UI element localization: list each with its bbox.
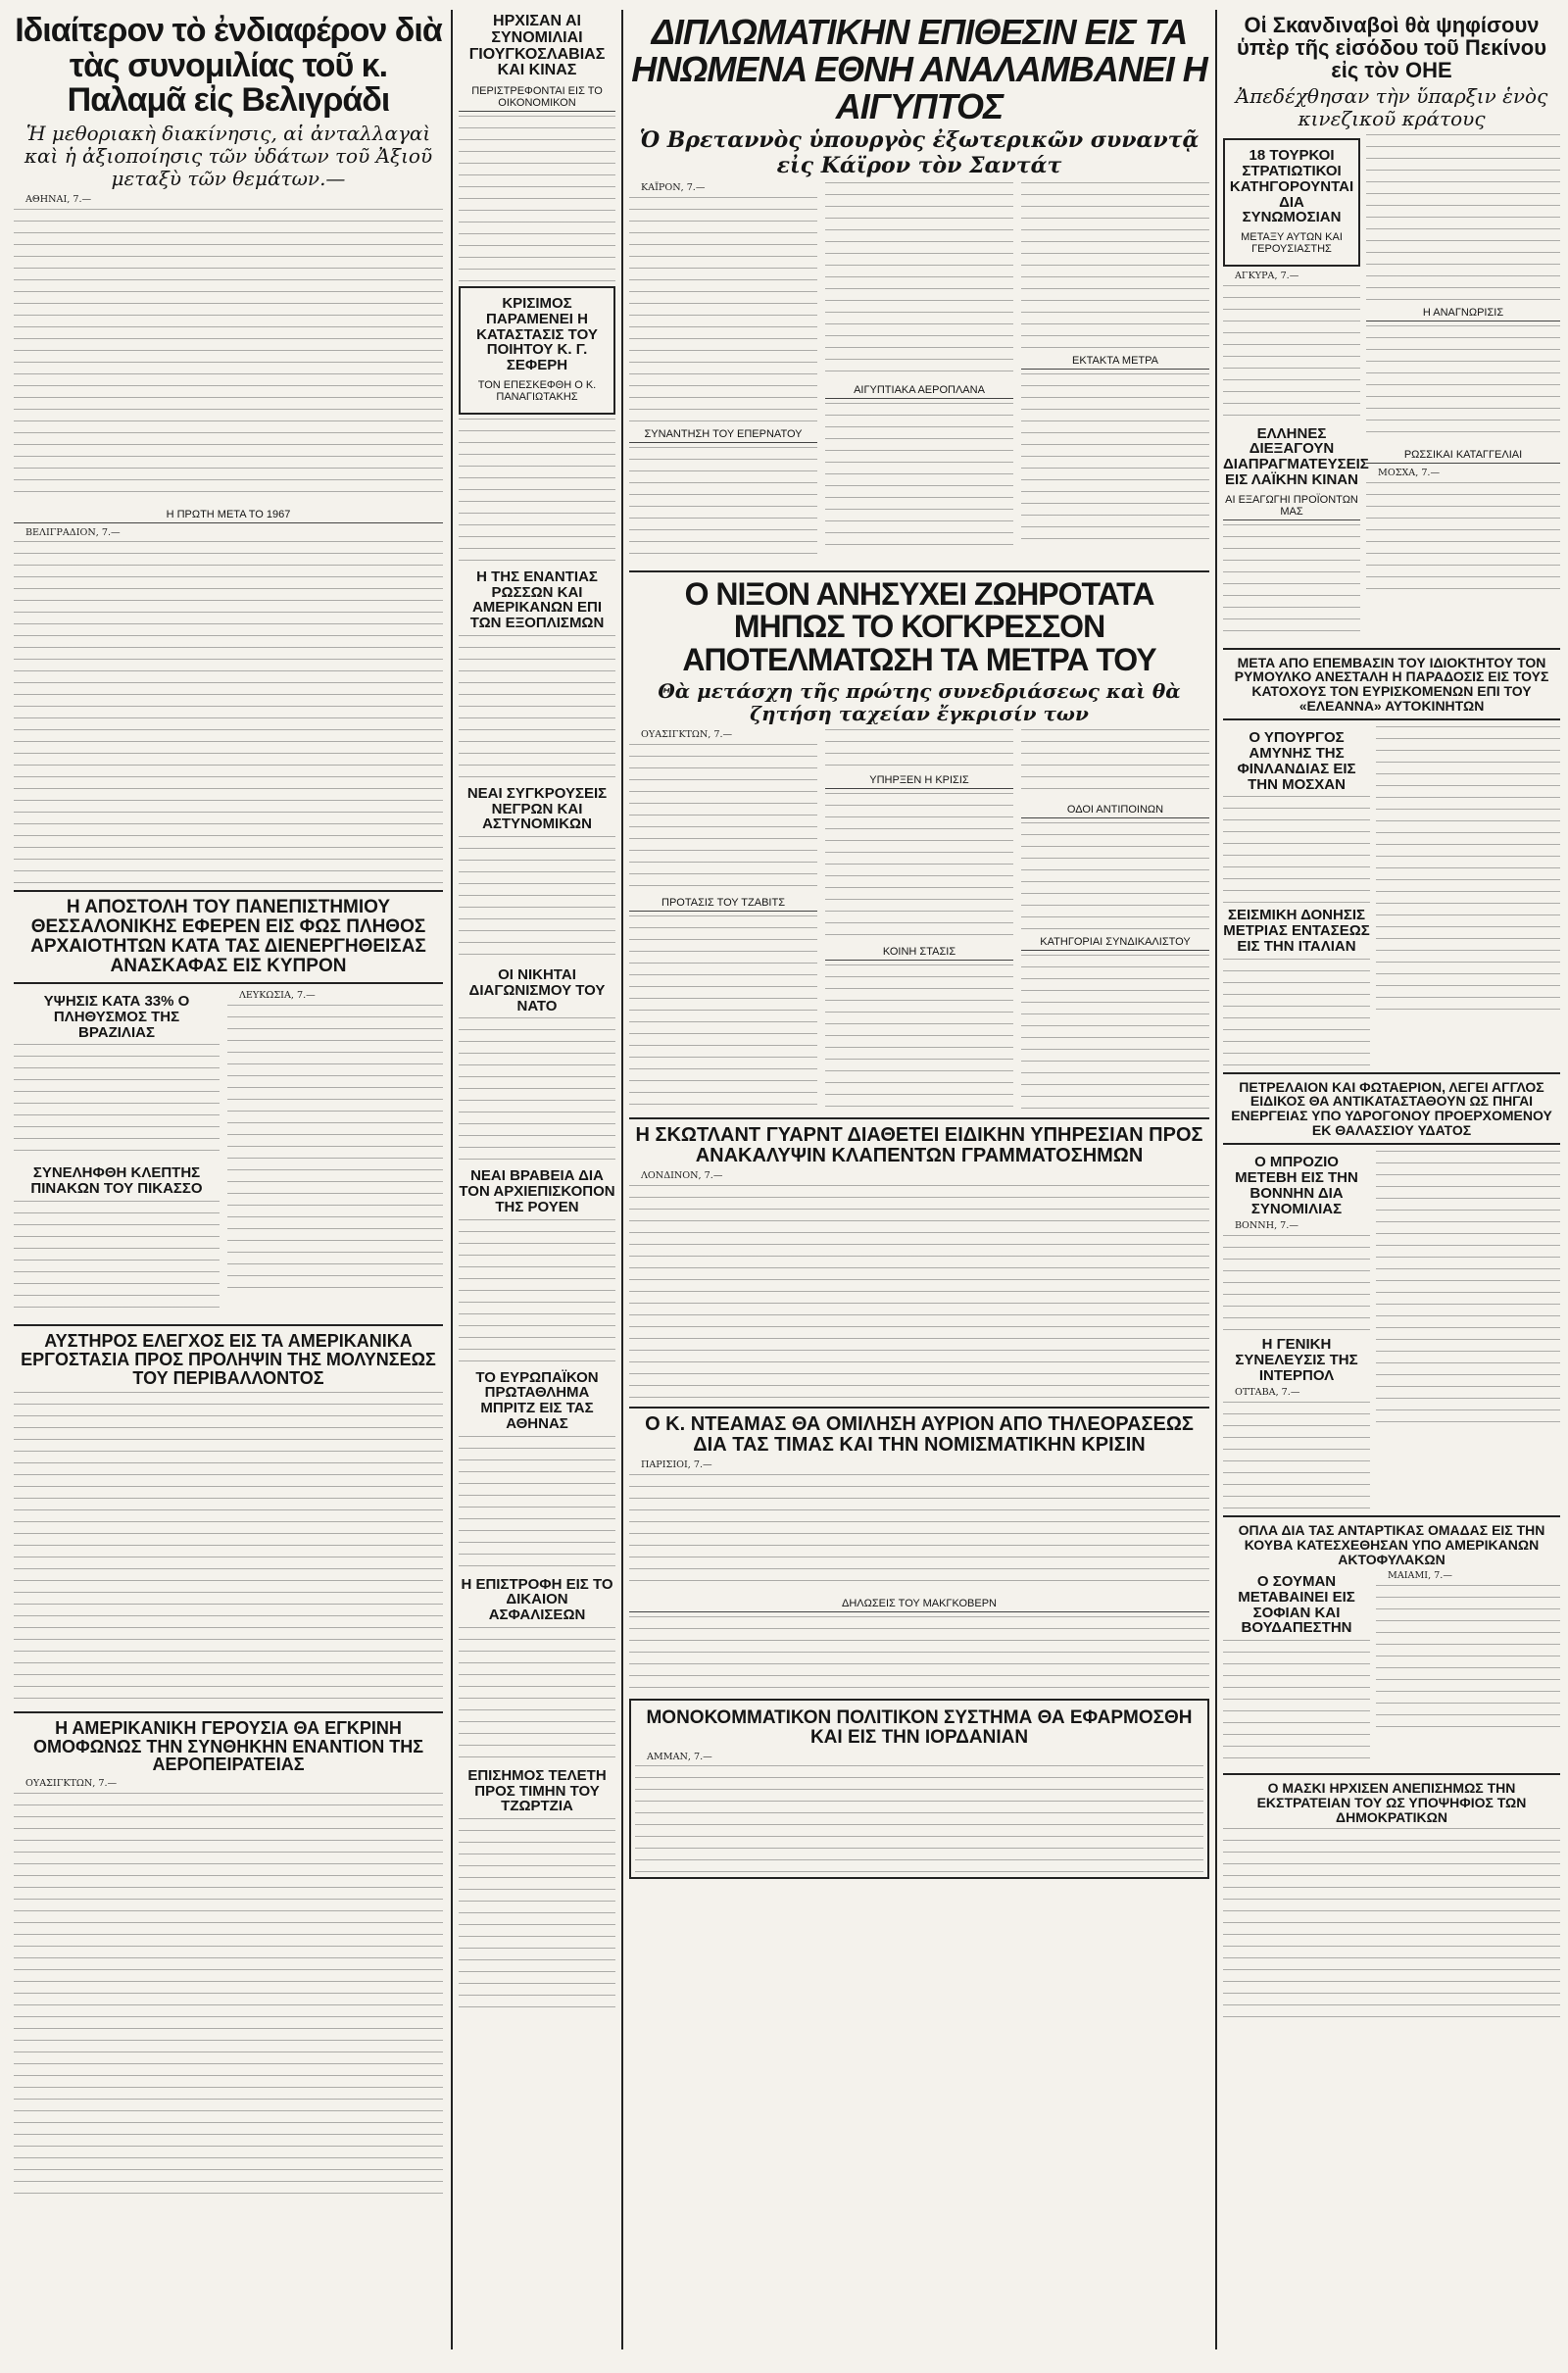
divider: [1223, 1143, 1560, 1145]
article-body-text: [1376, 726, 1560, 1011]
headline-cuba-arms: ΟΠΛΑ ΔΙΑ ΤΑΣ ΑΝΤΑΡΤΙΚΑΣ ΟΜΑΔΑΣ ΕΙΣ ΤΗΝ ΚΟΥΒΑ ΚΑΤΕΣΧΕΘΗΣΑΝ ΥΠΟ ΑΜΕΡΙΚΑΝΩΝ ΑΚΤΟΦΥΛΑΚΩΝ: [1238, 1522, 1545, 1567]
dateline: ΟΤΤΑΒΑ, 7.—: [1235, 1387, 1300, 1399]
article-body-text: [459, 116, 615, 282]
headline-finland: Ο ΥΠΟΥΡΓΟΣ ΑΜΥΝΗΣ ΤΗΣ ΦΙΝΛΑΝΔΙΑΣ ΕΙΣ ΤΗΝ ΜΟΣΧΑΝ: [1237, 729, 1356, 793]
article-body-text: [825, 964, 1013, 1112]
article-body-text: [459, 1436, 615, 1573]
subhead-britain-sadat: Ὁ Βρεταννὸς ὑπουργὸς ἐξωτερικῶν συναντᾷ εἰς Κάϊρον τὸν Σαντάτ: [639, 127, 1200, 178]
column-rule: [1215, 10, 1217, 2349]
right-column: [1223, 10, 1560, 2373]
dateline: ΟΥΑΣΙΓΚΤΩΝ, 7.—: [25, 1778, 118, 1790]
divider: [14, 982, 443, 984]
dateline: ΛΟΝΔΙΝΟΝ, 7.—: [641, 1170, 723, 1182]
headline-oil-hydrogen: ΠΕΤΡΕΛΑΙΟΝ ΚΑΙ ΦΩΤΑΕΡΙΟΝ, ΛΕΓΕΙ ΑΓΓΛΟΣ ΕΙΔΙΚΟΣ ΘΑ ΑΝΤΙΚΑΤΑΣΤΑΘΟΥΝ ΩΣ ΠΗΓΑΙ ΕΝΕΡΓΕΙΑΣ ΥΠΟ ΥΔΡΟΓΟΝΟΥ ΠΡΟΕΡΧΟΜΕΝΟΥ ΕΚ ΘΑΛΑΣΣΙΟΥ ΥΔΑΤΟΣ: [1231, 1078, 1552, 1138]
headline-senate: Η ΑΜΕΡΙΚΑΝΙΚΗ ΓΕΡΟΥΣΙΑ ΘΑ ΕΓΚΡΙΝΗ ΟΜΟΦΩΝΩΣ ΤΗΝ ΣΥΝΘΗΚΗΝ ΕΝΑΝΤΙΟΝ ΤΗΣ ΑΕΡΟΠΕΙΡΑΤΕΙΑΣ: [32, 1717, 424, 1775]
divider: [629, 1407, 1209, 1409]
headline-nato: ΟΙ ΝΙΚΗΤΑΙ ΔΙΑΓΩΝΙΣΜΟΥ ΤΟΥ ΝΑΤΟ: [468, 966, 606, 1014]
headline-brazil: ΥΨΗΣΙΣ ΚΑΤΑ 33% Ο ΠΛΗΘΥΣΜΟΣ ΤΗΣ ΒΡΑΖΙΛΙΑΣ: [43, 993, 190, 1041]
article-body-text: [459, 419, 615, 566]
section-heading: ΕΚΤΑΚΤΑ ΜΕΤΡΑ: [1021, 355, 1209, 370]
dateline: ΑΜΜΑΝ, 7.—: [647, 1751, 712, 1762]
headline-quake: ΣΕΙΣΜΙΚΗ ΔΟΝΗΣΙΣ ΜΕΤΡΙΑΣ ΕΝΤΑΣΕΩΣ ΕΙΣ ΤΗΝ ΙΤΑΛΙΑΝ: [1223, 907, 1370, 955]
section-heading: ΡΩΣΣΙΚΑΙ ΚΑΤΑΓΓΕΛΙΑΙ: [1366, 449, 1560, 464]
headline-scotland-yard: Η ΣΚΩΤΛΑΝΤ ΓΥΑΡΝΤ ΔΙΑΘΕΤΕΙ ΕΙΔΙΚΗΝ ΥΠΗΡΕΣΙΑΝ ΠΡΟΣ ΑΝΑΚΑΛΥΨΙΝ ΚΛΑΠΕΝΤΩΝ ΓΡΑΜΜΑΤΟΣΗΜΩΝ: [635, 1124, 1203, 1167]
headline-euro-bridge: ΤΟ ΕΥΡΩΠΑΪΚΟΝ ΠΡΩΤΑΘΛΗΜΑ ΜΠΡΙΤΖ ΕΙΣ ΤΑΣ ΑΘΗΝΑΣ: [475, 1368, 599, 1432]
subhead-palamas: Ἡ μεθοριακὴ διακίνησις, αἱ ἀνταλλαγαὶ καὶ ἡ ἀξιοποίησις τῶν ὑδάτων τοῦ Ἀξιοῦ μεταξὺ τῶν θεμάτων.—: [24, 122, 433, 191]
divider: [1223, 1773, 1560, 1775]
article-body-text: [1366, 134, 1560, 301]
article-body: [14, 194, 443, 206]
divider: [1223, 718, 1560, 720]
article-body-text: [14, 209, 443, 503]
headline-picasso: ΣΥΝΕΛΗΦΘΗ ΚΛΕΠΤΗΣ ΠΙΝΑΚΩΝ ΤΟΥ ΠΙΚΑΣΣΟ: [30, 1164, 203, 1198]
headline-egypt-diplomacy: ΔΙΠΛΩΜΑΤΙΚΗΝ ΕΠΙΘΕΣΙΝ ΕΙΣ ΤΑ ΗΝΩΜΕΝΑ ΕΘΝΗ ΑΝΑΛΑΜΒΑΝΕΙ Η ΑΙΓΥΠΤΟΣ: [631, 12, 1207, 126]
article-body-text: [1021, 182, 1209, 349]
article-body-text: [1366, 482, 1560, 590]
headline-cyprus-excavation: Η ΑΠΟΣΤΟΛΗ ΤΟΥ ΠΑΝΕΠΙΣΤΗΜΙΟΥ ΘΕΣΣΑΛΟΝΙΚΗΣ ΕΦΕΡΕΝ ΕΙΣ ΦΩΣ ΠΛΗΘΟΣ ΑΡΧΑΙΟΤΗΤΩΝ ΚΑΤΑ ΤΑΣ ΔΙΕΝΕΡΓΗΘΕΙΣΑΣ ΑΝΑΣΚΑΦΑΣ ΕΙΣ ΚΥΠΡΟΝ: [30, 897, 426, 977]
headline-muskie: Ο ΜΑΣΚΙ ΗΡΧΙΣΕΝ ΑΝΕΠΙΣΗΜΩΣ ΤΗΝ ΕΚΣΤΡΑΤΕΙΑΝ ΤΟΥ ΩΣ ΥΠΟΨΗΦΙΟΣ ΤΩΝ ΔΗΜΟΚΡΑΤΙΚΩΝ: [1256, 1780, 1527, 1825]
article-body-text: [1223, 1640, 1370, 1767]
headline-negro: ΝΕΑΙ ΣΥΓΚΡΟΥΣΕΙΣ ΝΕΓΡΩΝ ΚΑΙ ΑΣΤΥΝΟΜΙΚΩΝ: [466, 784, 608, 833]
article-body-text: [1376, 1151, 1560, 1425]
narrow-column: [459, 10, 615, 2373]
divider: [629, 570, 1209, 572]
column-rule: [621, 10, 623, 2349]
headline-us-factories: ΑΥΣΤΗΡΟΣ ΕΛΕΓΧΟΣ ΕΙΣ ΤΑ ΑΜΕΡΙΚΑΝΙΚΑ ΕΡΓΟΣΤΑΣΙΑ ΠΡΟΣ ΠΡΟΛΗΨΙΝ ΤΗΣ ΜΟΛΥΝΣΕΩΣ ΤΟΥ ΠΕΡΙΒΑΛΛΟΝΤΟΣ: [21, 1330, 436, 1388]
section-heading: ΚΟΙΝΗ ΣΤΑΣΙΣ: [825, 946, 1013, 961]
article-body-text: [629, 197, 817, 422]
article-body-text: [825, 182, 1013, 378]
headline-seferis: ΚΡΙΣΙΜΟΣ ΠΑΡΑΜΕΝΕΙ Η ΚΑΤΑΣΤΑΣΙΣ ΤΟΥ ΠΟΙΗΤΟΥ Κ. Γ. ΣΕΦΕΡΗ: [476, 295, 598, 374]
dateline: ΟΥΑΣΙΓΚΤΩΝ, 7.—: [641, 729, 733, 741]
dateline: ΛΕΥΚΩΣΙΑ, 7.—: [239, 990, 316, 1002]
headline-schumann: Ο ΣΟΥΜΑΝ ΜΕΤΑΒΑΙΝΕΙ ΕΙΣ ΣΟΦΙΑΝ ΚΑΙ ΒΟΥΔΑΠΕΣΤΗΝ: [1238, 1573, 1355, 1637]
article-body-text: [629, 915, 817, 1112]
headline-brosio: Ο ΜΠΡΟΖΙΟ ΜΕΤΕΒΗ ΕΙΣ ΤΗΝ ΒΟΝΝΗΝ ΔΙΑ ΣΥΝΟΜΙΛΙΑΣ: [1235, 1154, 1358, 1217]
article-body-text: [459, 1818, 615, 2014]
headline-gaulle-tv: Ο Κ. ΝΤΕΑΜΑΣ ΘΑ ΟΜΙΛΗΣΗ ΑΥΡΙΟΝ ΑΠΟ ΤΗΛΕΟΡΑΣΕΩΣ ΔΙΑ ΤΑΣ ΤΙΜΑΣ ΚΑΙ ΤΗΝ ΝΟΜΙΣΜΑΤΙΚΗΝ ΚΡΙΣΙΝ: [645, 1413, 1194, 1457]
headline-palamas: Ιδιαίτερον τὸ ἐνδιαφέρον διὰ τὰς συνομιλίας τοῦ κ. Παλαμᾶ εἰς Βελιγράδι: [15, 12, 442, 120]
article-body-text: [1366, 325, 1560, 443]
subhead-exports: ΑΙ ΕΞΑΓΩΓΗΙ ΠΡΟΪΟΝΤΩΝ ΜΑΣ: [1223, 494, 1360, 520]
headline-jordan: ΜΟΝΟΚΟΜΜΑΤΙΚΟΝ ΠΟΛΙΤΙΚΟΝ ΣΥΣΤΗΜΑ ΘΑ ΕΦΑΡΜΟΣΘΗ ΚΑΙ ΕΙΣ ΤΗΝ ΙΟΡΔΑΝΙΑΝ: [646, 1706, 1193, 1748]
divider: [14, 1324, 443, 1326]
headline-scandinavia-un: Οἱ Σκανδιναβοὶ θὰ ψηφίσουν ὑπὲρ τῆς εἰσόδου τοῦ Πεκίνου εἰς τὸν ΟΗΕ: [1236, 13, 1547, 83]
article-body-text: [459, 1627, 615, 1764]
article-body-text: [14, 1392, 443, 1706]
article-body-text: [629, 1185, 1209, 1401]
dateline: ΜΟΣΧΑ, 7.—: [1378, 468, 1441, 479]
article-body-text: [14, 541, 443, 884]
article-body-text: [1223, 285, 1360, 422]
headline-yugoslavia-china: ΗΡΧΙΣΑΝ ΑΙ ΣΥΝΟΜΙΛΙΑΙ ΓΙΟΥΓΚΟΣΛΑΒΙΑΣ ΚΑΙ ΚΙΝΑΣ: [468, 13, 606, 79]
article-body-text: [1223, 796, 1370, 904]
headline-rouen: ΝΕΑΙ ΒΡΑΒΕΙΑ ΔΙΑ ΤΟΝ ΑΡΧΙΕΠΙΣΚΟΠΟΝ ΤΗΣ ΡΟΥΕΝ: [459, 1167, 615, 1215]
headline-eleanna: ΜΕΤΑ ΑΠΟ ΕΠΕΜΒΑΣΙΝ ΤΟΥ ΙΔΙΟΚΤΗΤΟΥ ΤΟΝ ΡΥΜΟΥΛΚΟ ΑΝΕΣΤΑΛΗ Η ΠΑΡΑΔΟΣΙΣ ΕΙΣ ΤΟΥΣ ΚΑΤΟΧΟΥΣ ΤΟΝ ΕΥΡΙΣΚΟΜΕΝΩΝ ΕΠΙ ΤΟΥ «ΕΛΕΑΝΝΑ» ΑΥΤΟΚΙΝΗΤΩΝ: [1234, 654, 1549, 714]
headline-soviet-us: Η ΤΗΣ ΕΝΑΝΤΙΑΣ ΡΩΣΣΩΝ ΚΑΙ ΑΜΕΡΙΚΑΝΩΝ ΕΠΙ ΤΩΝ ΕΞΟΠΛΙΣΜΩΝ: [469, 568, 605, 632]
headline-nixon-congress: Ο ΝΙΞΟΝ ΑΝΗΣΥΧΕΙ ΖΩΗΡΟΤΑΤΑ ΜΗΠΩΣ ΤΟ ΚΟΓΚΡΕΣΣΟΝ ΑΠΟΤΕΛΜΑΤΩΣΗ ΤΑ ΜΕΤΡΑ ΤΟΥ: [682, 575, 1156, 677]
article-body-text: [1021, 373, 1209, 550]
left-column: [14, 10, 443, 2373]
dateline: ΒΟΝΝΗ, 7.—: [1235, 1220, 1298, 1232]
dateline: ΠΑΡΙΣΙΟΙ, 7.—: [641, 1459, 712, 1471]
article-body-text: [1021, 822, 1209, 930]
article-body-text: [1376, 1585, 1560, 1732]
section-heading: Η ΠΡΩΤΗ ΜΕΤΑ ΤΟ 1967: [14, 509, 443, 523]
article-body-text: [629, 744, 817, 891]
column-rule: [451, 10, 453, 2349]
article-body-text: [825, 793, 1013, 940]
subhead-china-state: Ἀπεδέχθησαν τὴν ὕπαρξιν ἑνὸς κινεζικοῦ κράτους: [1235, 84, 1548, 131]
section-heading: ΠΡΟΤΑΣΙΣ ΤΟΥ ΤΖΑΒΙΤΣ: [629, 897, 817, 912]
article-body-text: [1223, 1235, 1370, 1333]
article-body-text: [1223, 1402, 1370, 1509]
dateline: ΒΕΛΙΓΡΑΔΙΟΝ, 7.—: [25, 526, 121, 538]
dateline: ΑΓΚΥΡΑ, 7.—: [1235, 271, 1299, 282]
dateline: ΑΘΗΝΑΙ, 7.—: [25, 194, 92, 206]
article-body-text: [14, 1201, 220, 1318]
article-body-text: [1021, 729, 1209, 798]
article-body-text: [227, 1005, 443, 1289]
divider: [1223, 648, 1560, 650]
subhead-turks: ΜΕΤΑΞΥ ΑΥΤΩΝ ΚΑΙ ΓΕΡΟΥΣΙΑΣΤΗΣ: [1241, 231, 1343, 256]
divider: [629, 1117, 1209, 1119]
article-body-text: [635, 1765, 1203, 1873]
article-body-text: [629, 447, 817, 565]
headline-interpol: Η ΓΕΝΙΚΗ ΣΥΝΕΛΕΥΣΙΣ ΤΗΣ ΙΝΤΕΡΠΟΛ: [1235, 1336, 1358, 1384]
divider: [14, 1711, 443, 1713]
article-body-text: [14, 1793, 443, 2204]
headline-georgia: ΕΠΙΣΗΜΟΣ ΤΕΛΕΤΗ ΠΡΟΣ ΤΙΜΗΝ ΤΟΥ ΤΖΩΡΤΖΙΑ: [467, 1766, 607, 1815]
section-heading: ΔΗΛΩΣΕΙΣ ΤΟΥ ΜΑΚΓΚΟΒΕΡΝ: [629, 1598, 1209, 1612]
divider: [1223, 1072, 1560, 1074]
headline-greeks-china: ΕΛΛΗΝΕΣ ΔΙΕΞΑΓΟΥΝ ΔΙΑΠΡΑΓΜΑΤΕΥΣΕΙΣ ΕΙΣ ΛΑΪΚΗΝ ΚΙΝΑΝ: [1223, 424, 1369, 488]
article-body-text: [14, 1044, 220, 1162]
section-heading: ΥΠΗΡΞΕΝ Η ΚΡΙΣΙΣ: [825, 774, 1013, 789]
headline-insurance: Η ΕΠΙΣΤΡΟΦΗ ΕΙΣ ΤΟ ΔΙΚΑΙΟΝ ΑΣΦΑΛΙΣΕΩΝ: [461, 1575, 613, 1624]
article-body-text: [459, 836, 615, 964]
section-heading: ΟΔΟΙ ΑΝΤΙΠΟΙΝΩΝ: [1021, 804, 1209, 818]
section-heading: Η ΑΝΑΓΝΩΡΙΣΙΣ: [1366, 307, 1560, 321]
subhead-seferis: ΤΟΝ ΕΠΕΣΚΕΦΘΗ Ο Κ. ΠΑΝΑΓΙΩΤΑΚΗΣ: [477, 378, 597, 403]
article-body-text: [459, 635, 615, 782]
section-heading: ΠΕΡΙΣΤΡΕΦΟΝΤΑΙ ΕΙΣ ΤΟ ΟΙΚΟΝΟΜΙΚΟΝ: [459, 85, 615, 112]
headline-turkish-officers: 18 ΤΟΥΡΚΟΙ ΣΤΡΑΤΙΩΤΙΚΟΙ ΚΑΤΗΓΟΡΟΥΝΤΑΙ ΔΙΑ ΣΥΝΩΜΟΣΙΑΝ: [1229, 147, 1354, 226]
subhead-nixon: Θὰ μετάσχη τῆς πρώτης συνεδριάσεως καὶ θὰ ζητήση ταχείαν ἔγκρισίν των: [658, 679, 1181, 726]
article-body-text: [1223, 1828, 1560, 2024]
section-heading: ΚΑΤΗΓΟΡΙΑΙ ΣΥΝΔΙΚΑΛΙΣΤΟΥ: [1021, 936, 1209, 951]
center-column: [629, 10, 1209, 2373]
article-body-text: [1223, 959, 1370, 1066]
article-body-text: [629, 1616, 1209, 1695]
section-heading: ΑΙΓΥΠΤΙΑΚΑ ΑΕΡΟΠΛΑΝΑ: [825, 384, 1013, 399]
section-heading: ΣΥΝΑΝΤΗΣΗ ΤΟΥ ΕΠΕΡΝΑΤΟΥ: [629, 428, 817, 443]
article-body-text: [825, 729, 1013, 768]
article-body-text: [1223, 524, 1360, 642]
article-body-text: [459, 1219, 615, 1366]
divider: [14, 890, 443, 892]
article-body-text: [629, 1474, 1209, 1592]
article-body-text: [1021, 955, 1209, 1112]
divider: [1223, 1515, 1560, 1517]
article-body-text: [825, 403, 1013, 550]
dateline: ΚΑΪΡΟΝ, 7.—: [641, 181, 706, 193]
article-body-text: [459, 1017, 615, 1164]
dateline: ΜΑΙΑΜΙ, 7.—: [1388, 1570, 1452, 1582]
